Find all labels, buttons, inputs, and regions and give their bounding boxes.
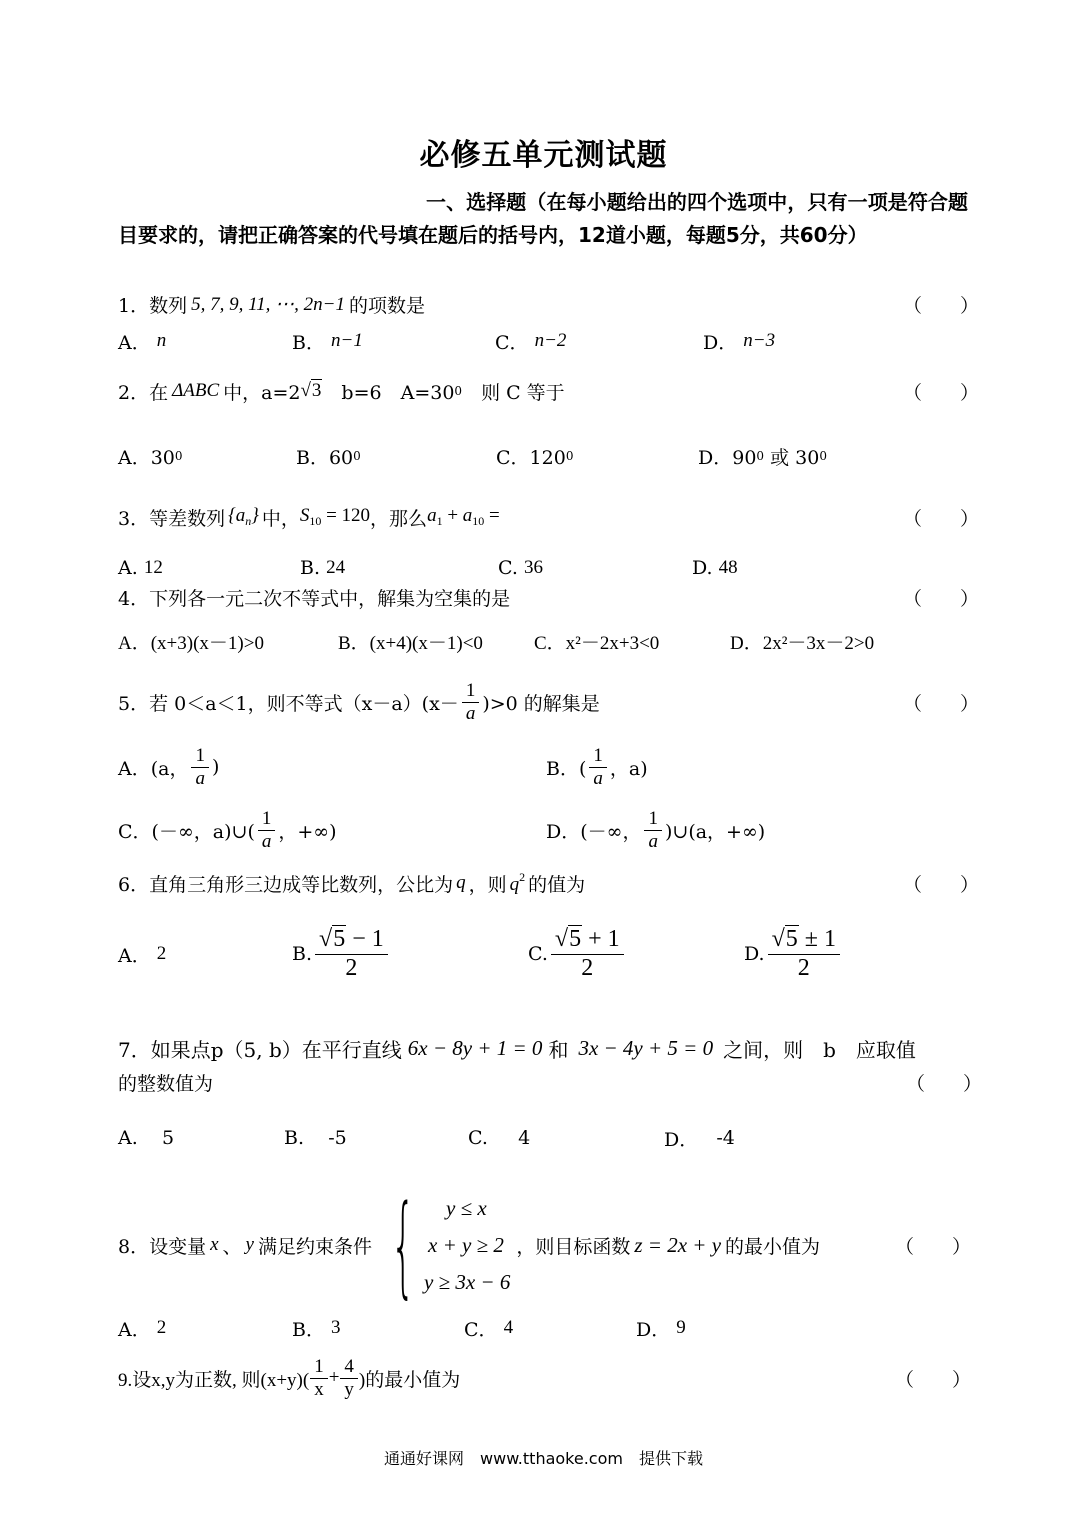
q7-options (118, 1118, 978, 1158)
q3-expression: $a_1 + a_{10}$ = (427, 505, 500, 528)
q1-sequence: 5, 7, 9, 11, ⋯, 2n−1 (191, 293, 346, 315)
q9-fraction-1: $\frac{1}{x}$ (310, 1356, 328, 1401)
question-5: 5．若 0＜a＜1，则不等式（x－a）(x－ $\frac{1}{a}$ )>0 的解集是 （ ） (118, 679, 980, 724)
answer-blank[interactable]: （ ） (903, 587, 980, 610)
left-brace-icon: { (390, 1181, 416, 1309)
q7-option-a[interactable]: A. 5 (118, 1127, 175, 1149)
q2-option-c[interactable]: C．120 0 (496, 446, 574, 469)
q9-fraction-2: $\frac{4}{y}$ (340, 1356, 358, 1401)
q2-triangle: ΔABC (172, 380, 220, 401)
q4-option-b[interactable]: B．(x+4)(x－1)<0 (338, 632, 483, 654)
section-heading: 一、选择题（在每小题给出的四个选项中，只有一项是符合题目要求的，请把正确答案的代号填在题后的括号内，12道小题，每题5分，共60分） (118, 190, 968, 247)
page-title: 必修五单元测试题 (419, 138, 668, 173)
q6-options (118, 920, 978, 988)
page-footer: 通通好课网 www.tthaoke.com 提供下载 (384, 1449, 703, 1468)
q2-option-d[interactable]: D．90 0 或 30 0 (698, 446, 827, 469)
q3-option-d[interactable]: D. 48 (692, 557, 738, 579)
q5-options-ab (118, 740, 978, 794)
q8-option-b[interactable]: B． 3 (292, 1317, 341, 1341)
q3-option-a[interactable]: A. 12 (118, 557, 163, 579)
q1-options (118, 321, 978, 361)
q5-option-b[interactable]: B．( $\frac{1}{a}$ ，a) (546, 744, 648, 789)
q5-fraction: $\frac{1}{a}$ (462, 680, 480, 725)
answer-blank[interactable]: （ ） (906, 1072, 983, 1095)
question-7: 7．如果点p（5, b）在平行直线 6x − 8y + 1 = 0 和 3x − 4y + 5 = 0 之间，则 b 应取值 的整数值为 （ ） (118, 1035, 983, 1095)
q5-option-a[interactable]: A．(a， $\frac{1}{a}$ ) (118, 744, 220, 789)
q8-constraint-system (378, 1181, 511, 1309)
q1-option-b[interactable]: B． n−1 (292, 330, 363, 354)
q3-sum: $S_{10} = 120$ (299, 505, 371, 528)
answer-blank[interactable]: （ ） (894, 1368, 971, 1391)
q6-option-c[interactable]: C. $\frac{√5 + 1}{2}$ (528, 920, 627, 988)
answer-blank[interactable]: （ ） (894, 1235, 971, 1258)
q8-option-d[interactable]: D． 9 (636, 1317, 686, 1341)
answer-blank[interactable]: （ ） (903, 692, 980, 715)
q8-option-c[interactable]: C． 4 (464, 1317, 514, 1341)
q6-option-a[interactable]: A． 2 (118, 943, 167, 967)
q7-line-1: 6x − 8y + 1 = 0 (407, 1035, 543, 1060)
q5-options-cd (118, 803, 978, 857)
q4-option-a[interactable]: A．(x+3)(x－1)>0 (118, 632, 264, 654)
q1-option-c[interactable]: C． n−2 (495, 330, 567, 354)
question-8: 8．设变量 x 、 y 满足约束条件 { y ≤ x x + y ≥ 2 y ≥ 3x − 6 ，则目标函数 z = 2x + y 的最小值为 （ ） (118, 1181, 971, 1309)
q1-option-a[interactable]: A． n (118, 330, 167, 354)
q4-options (118, 621, 978, 661)
q8-option-a[interactable]: A． 2 (118, 1317, 167, 1341)
q3-option-c[interactable]: C. 36 (498, 557, 543, 579)
q8-constraint-2: x + y ≥ 2 (428, 1232, 504, 1257)
q1-stem-end: 的项数是 (349, 294, 426, 317)
q8-objective: z = 2x + y (634, 1232, 722, 1257)
question-3: 3．等差数列 $\{a_n\}$ 中， $S_{10} = 120$ ，那么 $a_1 + a_{10}$ = （ ） (118, 505, 980, 530)
q5-option-d[interactable]: D．(－∞， $\frac{1}{a}$ )∪(a，+∞) (546, 807, 766, 852)
question-6: 6．直角三角形三边成等比数列，公比为 q ，则 $q^2$ 的值为 （ ） (118, 870, 980, 896)
q6-q-squared: $q^2$ (509, 870, 526, 895)
q7-option-b[interactable]: B. -5 (284, 1127, 347, 1149)
question-1 (118, 284, 980, 324)
answer-blank[interactable]: （ ） (903, 507, 980, 530)
q2-option-a[interactable]: A．30 0 (118, 446, 183, 469)
answer-blank[interactable]: （ ） (903, 381, 980, 404)
q3-sequence: $\{a_n\}$ (228, 505, 259, 528)
question-2: 2．在 ΔABC 中，a=2 √3 b=6 A=30 0 则 C 等于 （ ） (118, 371, 973, 411)
q2-option-b[interactable]: B．60 0 (296, 446, 361, 469)
q6-option-b[interactable]: B. $\frac{√5 - 1}{2}$ (292, 920, 391, 988)
question-4: 4．下列各一元二次不等式中，解集为空集的是 （ ） (118, 577, 973, 617)
q2-sqrt: √3 (300, 380, 322, 401)
answer-blank[interactable]: （ ） (903, 873, 980, 896)
q1-option-d[interactable]: D． n−3 (703, 330, 776, 354)
q7-line-2: 3x − 4y + 5 = 0 (578, 1035, 714, 1060)
q8-options (118, 1308, 978, 1348)
q5-option-c[interactable]: C．(－∞，a)∪( $\frac{1}{a}$ ，+∞) (118, 807, 337, 852)
q2-options (118, 436, 978, 476)
q4-option-c[interactable]: C．x²－2x+3<0 (534, 632, 660, 654)
q1-stem: 1．数列 (118, 294, 188, 317)
q7-option-d[interactable]: D． -4 (664, 1127, 735, 1151)
q8-constraint-1: y ≤ x (446, 1195, 487, 1220)
q7-option-c[interactable]: C. 4 (468, 1127, 531, 1149)
question-9: 9.设x,y为正数, 则(x+y)( $\frac{1}{x}$ + $\frac{4}{y}$ )的最小值为 （ ） (118, 1355, 971, 1400)
q4-option-d[interactable]: D．2x²－3x－2>0 (730, 632, 875, 654)
q3-option-b[interactable]: B. 24 (300, 557, 346, 579)
q6-option-d[interactable]: D. $\frac{√5 \pm 1}{2}$ (744, 920, 843, 988)
answer-blank[interactable]: （ ） (903, 294, 980, 317)
q8-constraint-3: y ≥ 3x − 6 (424, 1269, 511, 1294)
